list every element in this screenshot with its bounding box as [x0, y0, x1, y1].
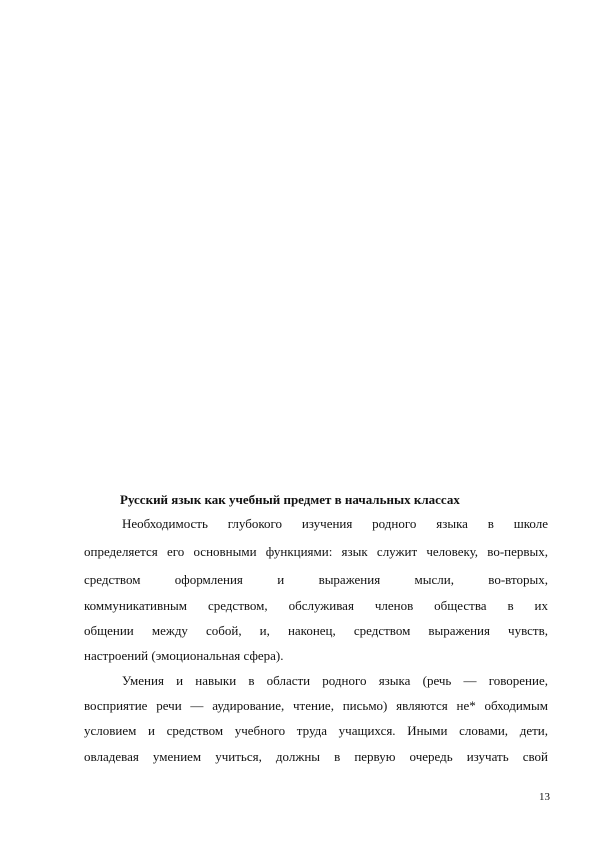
- paragraph-line: овладевая умением учиться, должны в первую очередь изучать свой: [84, 749, 548, 764]
- paragraph-line: коммуникативным средством, обслуживая членов общества в их: [84, 598, 548, 613]
- paragraph-line: восприятие речи — аудирование, чтение, письмо) являются не* обходимым: [84, 698, 548, 713]
- paragraph-line: определяется его основными функциями: язык служит человеку, во-первых,: [84, 544, 548, 559]
- paragraph-line: условием и средством учебного труда учащихся. Иными словами, дети,: [84, 723, 548, 738]
- paragraph-line: Необходимость глубокого изучения родного языка в школе: [122, 516, 548, 531]
- paragraph-line: средством оформления и выражения мысли, во-вторых,: [84, 572, 548, 587]
- paragraph-line: настроений (эмоциональная сфера).: [84, 648, 284, 663]
- paragraph-line: Умения и навыки в области родного языка (речь — говорение,: [122, 673, 548, 688]
- paragraph-line: общении между собой, и, наконец, средством выражения чувств,: [84, 623, 548, 638]
- page-number: 13: [539, 791, 550, 803]
- section-heading: Русский язык как учебный предмет в начальных классах: [120, 492, 460, 507]
